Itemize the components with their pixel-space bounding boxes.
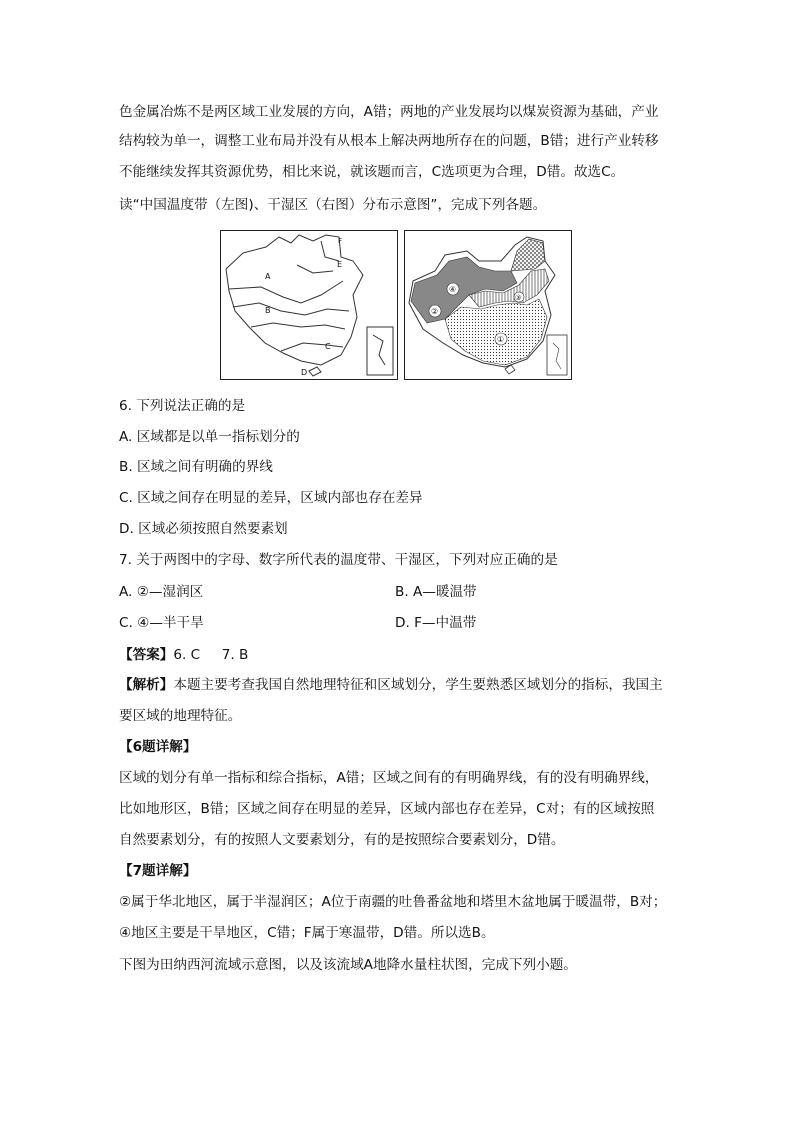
detail6-line-1: 区域的划分有单一指标和综合指标，A错；区域之间有的有明确界线，有的没有明确界线， — [119, 770, 659, 786]
q7-option-a: A. ②—湿润区 — [119, 584, 204, 600]
right-map-label-2: ② — [431, 307, 439, 316]
left-map-label-e: E — [337, 260, 343, 269]
analysis-line-2: 要区域的地理特征。 — [119, 708, 242, 724]
answer-text: 6. C 7. B — [173, 647, 249, 663]
q6-option-c: C. 区域之间存在明显的差异，区域内部也存在差异 — [119, 490, 423, 506]
right-map-label-3: ③ — [515, 294, 522, 302]
right-map-label-1: ① — [497, 335, 505, 344]
intro-line-2: 结构较为单一，调整工业布局并没有从根本上解决两地所存在的问题，B错；进行产业转移 — [119, 133, 659, 149]
detail6-heading: 【6题详解】 — [119, 739, 197, 755]
read-prompt: 读“中国温度带（左图)、干湿区（右图）分布示意图”，完成下列各题。 — [119, 197, 547, 213]
analysis-line-1 — [119, 676, 663, 694]
q7-option-d: D. F—中温带 — [395, 615, 477, 631]
intro-line-3: 不能继续发挥其资源优势，相比来说，就该题而言，C选项更为合理，D错。故选C。 — [119, 164, 625, 180]
answer-label: 【答案】 — [119, 647, 174, 663]
q6-option-a: A. 区域都是以单一指标划分的 — [119, 429, 300, 445]
dry-wet-zone-map — [404, 230, 572, 380]
detail7-heading: 【7题详解】 — [119, 863, 197, 879]
left-map-label-b: B — [265, 306, 271, 315]
next-prompt: 下图为田纳西河流域示意图，以及该流域A地降水量柱状图，完成下列小题。 — [119, 957, 577, 973]
answer-line — [119, 646, 248, 664]
q7-option-c: C. ④—半干旱 — [119, 615, 204, 631]
detail6-line-2: 比如地形区，B错；区域之间存在明显的差异，区域内部也存在差异，C对；有的区域按照 — [119, 801, 655, 817]
q6-option-d: D. 区域必须按照自然要素划 — [119, 521, 288, 537]
left-map-label-c: C — [325, 342, 331, 351]
detail7-line-2: ④地区主要是干旱地区，C错；F属于寒温带，D错。所以选B。 — [119, 925, 495, 941]
detail7-line-1: ②属于华北地区，属于半湿润区；A位于南疆的吐鲁番盆地和塔里木盆地属于暖温带，B对； — [119, 894, 667, 910]
temperature-zone-map — [220, 230, 398, 380]
analysis-label: 【解析】 — [119, 677, 174, 693]
detail6-line-3: 自然要素划分，有的按照人文要素划分，有的是按照综合要素划分，D错。 — [119, 832, 565, 848]
q6-stem: 6. 下列说法正确的是 — [119, 398, 246, 414]
left-map-label-d: D — [301, 368, 308, 377]
left-map-label-f: F — [338, 237, 343, 245]
intro-line-1: 色金属冶炼不是两区域工业发展的方向，A错；两地的产业发展均以煤炭资源为基础，产业 — [119, 104, 659, 120]
q7-option-b: B. A—暖温带 — [395, 584, 477, 600]
right-map-label-4: ④ — [449, 285, 457, 294]
left-map-label-a: A — [265, 272, 271, 281]
q6-option-b: B. 区域之间有明确的界线 — [119, 459, 273, 475]
maps-figure — [220, 230, 570, 378]
q7-stem: 7. 关于两图中的字母、数字所代表的温度带、干湿区，下列对应正确的是 — [119, 552, 558, 568]
analysis-text-1: 本题主要考查我国自然地理特征和区域划分，学生要熟悉区域划分的指标，我国主 — [173, 677, 663, 693]
